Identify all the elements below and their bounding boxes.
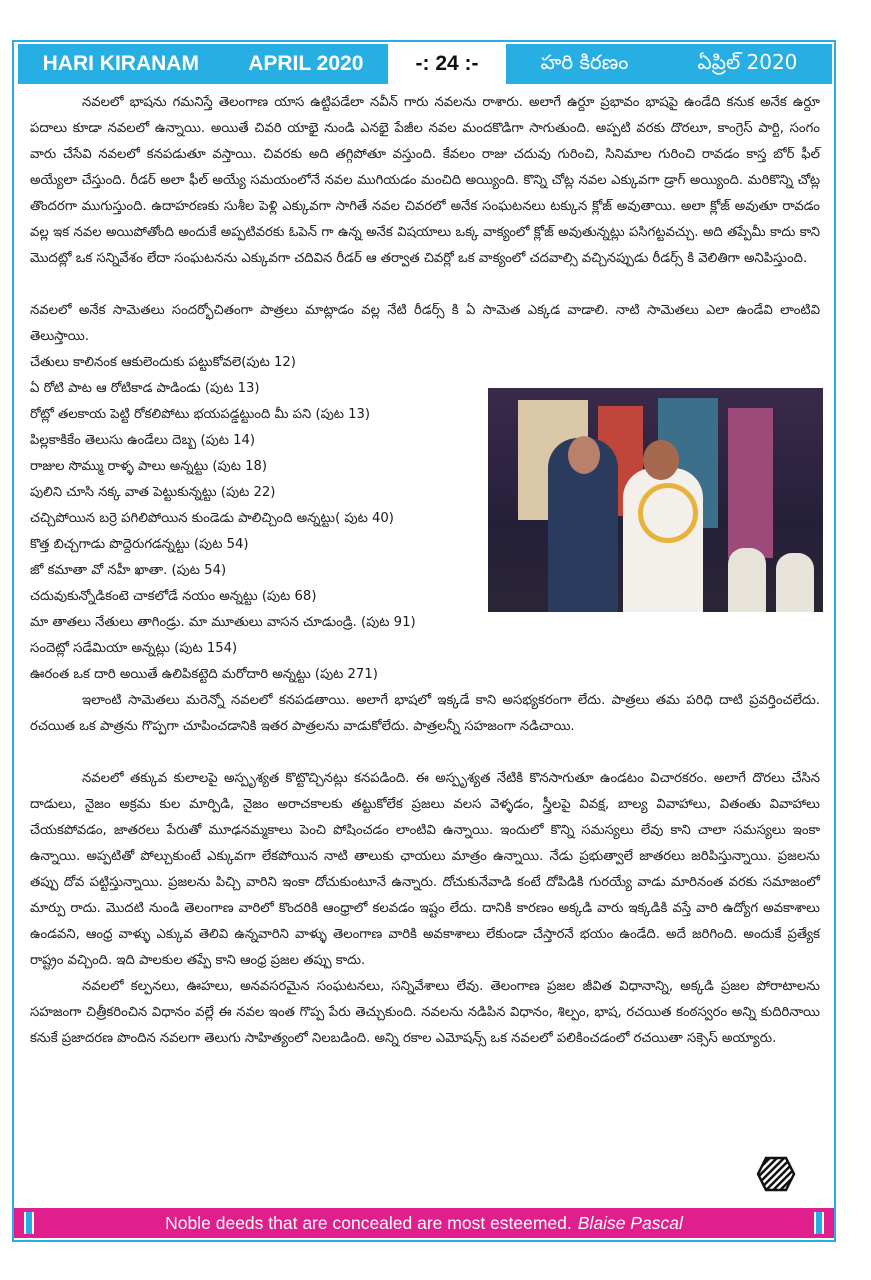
proverb-item: పిల్లకాకికేం తెలుసు ఉండేలు దెబ్బ (పుట 14) (30, 433, 256, 448)
page-header (14, 44, 834, 84)
proverb-item: చదువుకున్నోడికంటె చాకలోడే నయం అన్నట్టు (పుట 68) (30, 589, 317, 604)
proverb-item: చచ్చిపోయిన బర్రె పగిలిపోయిన కుండెడు పాలిచ్చింది అన్నట్టు( పుట 40) (30, 511, 394, 526)
proverb-item: ఏ రోటి పాట ఆ రోటికాడ పాడిండు (పుట 13) (30, 381, 260, 396)
paragraph-conclusion: నవలలో కల్పనలు, ఊహలు, అనవసరమైన సంఘటనలు, సన్నివేశాలు లేవు. తెలంగాణ ప్రజల జీవిత విధానాన్ని, అక్కడి ప్రజల పోరాటాలను సహజంగా చిత్రీకరించిన విధానం వల్లే ఈ నవల ఇంత గొప్ప పేరు తెచ్చుకుంది. నవలను నడిపిన విధానం, శిల్పం, భాష, రచయిత కంఠస్వరం అన్ని కుదిరినాయి కనుకే ప్రజాదరణ పొందిన నవలగా తెలుగు సాహిత్యంలో నిలబడింది. అన్ని రకాల ఎమోషన్స్ ఒక నవలలో పలికించడంలో రచయితా సక్సెస్ అయ్యారు. (30, 979, 820, 1046)
footer-quote-author: Blaise Pascal (577, 1212, 683, 1233)
paragraph-characters: ఇలాంటి సామెతలు మరెన్నో నవలలో కనపడతాయి. అలాగే భాషలో ఇక్కడే కాని అసభ్యకరంగా లేదు. పాత్రలు తమ పరిధి దాటి ప్రవర్తించలేదు. రచయిత ఒక పాత్రను గొప్పగా చూపించడానికి ఇతర పాత్రలను వాడుకోలేదు. పాత్రలన్నీ సహజంగా నడిచాయి. (30, 693, 820, 734)
proverb-item: చేతులు కాలినంక ఆకులెందుకు పట్టుకోవలె(పుట 12) (30, 355, 296, 370)
footer-quote-bar (14, 1208, 834, 1238)
hexagon-end-icon (756, 1156, 796, 1192)
paragraph-proverbs-intro: నవలలో అనేక సామెతలు సందర్భోచితంగా పాత్రలు మాట్లాడం వల్ల నేటి రీడర్స్ కి ఏ సామెత ఎక్కడ వాడాలి. నాటి సామెతలు ఎలా ఉండేవి లాంటివి తెలుస్తాయి. (30, 303, 820, 344)
proverb-item: జో కమాతా వో నహీ ఖాతా. (పుట 54) (30, 563, 227, 578)
paragraph-language: నవలలో భాషను గమనిస్తే తెలంగాణ యాస ఉట్టిపడేలా నవీన్ గారు నవలను రాశారు. అలాగే ఉర్దూ ప్రభావం భాషపై ఉండేది కనుక అనేక ఉర్దూ పదాలు కూడా నవలలో ఉన్నాయి. అయితే చివరి యాభై నుండి ఎనభై పేజీల నవల మందకొడిగా సాగుతుంది. అప్పటి వరకు దొరలూ, కాంగ్రెస్ పార్టి, సంగం వారు చేసేవి నవలలో కనపడుతూ వస్తాయి. చివరకు అది తగ్గిపోతూ వస్తుంది. కేవలం రాజు చదువు గురించి, సినిమాల గురించి రావడం కాస్త బోర్ ఫీల్ అయ్యేలా చేస్తుంది. రీడర్ అలా ఫీల్ అయ్యే సమయంలోనే నవల ముగియడం మంచిది అయ్యింది. కొన్ని చోట్ల నవల ఎక్కువగా డ్రాగ్ అయ్యింది. మరికొన్ని చోట్ల తొందరగా ముగుస్తుంది. ఉదాహరణకు సుశీల పెళ్లి ఎక్కువగా సాగితే నవల చివరలో అనేక సంఘటనలు టక్కున క్లోజ్ అవుతాయి. అలా క్లోజ్ అవుతూ రావడం వల్ల ఇక నవల అయిపోతోంది అందుకే అప్పటివరకు ఓపెన్ గా ఉన్న అనేక విషయాలు ఒక్క వాక్యంలో క్లోజ్ అవుతున్నట్లు పసిగట్టవచ్చు. అది తప్పేమీ కాదు కాని మొదట్లో ఒక సన్నివేశం లేదా సంఘటనను ఎక్కువగా చదివిన రీడర్ ఆ తర్వాత చివర్లో ఒక వాక్యంలో చదవాల్సి వచ్చినప్పుడు రీడర్స్ కి వెలితిగా అనిపిస్తుంది. (30, 95, 820, 266)
award-ceremony-photo (488, 388, 823, 612)
proverb-list (30, 350, 480, 688)
header-telugu-box (506, 44, 832, 84)
proverb-item: రోట్లో తలకాయ పెట్టి రోకలిపోటు భయపడ్డట్టుంది మీ పని (పుట 13) (30, 407, 371, 422)
magazine-name: HARI KIRANAM (42, 52, 199, 75)
proverb-item: ఊరంత ఒక దారి అయితే ఉలిపికట్టెది మరోదారి అన్నట్టు (పుట 271) (30, 667, 378, 682)
proverb-item: సందెట్లో సడేమియా అన్నట్లు (పుట 154) (30, 641, 238, 656)
page-number: -: 24 :- (415, 52, 479, 75)
proverb-item: మా తాతలు నేతులు తాగిండ్రు. మా మూతులు వాసన చూడుండ్రి. (పుట 91) (30, 615, 416, 630)
proverb-item: కొత్త బిచ్చగాడు పొద్దెరుగడన్నట్టు (పుట 54) (30, 537, 249, 552)
issue-date-telugu: ఏప్రిల్ 2020 (697, 49, 798, 74)
paragraph-society: నవలలో తక్కువ కులాలపై అస్పృశ్యత కొట్టొచ్చినట్లు కనపడింది. ఈ అస్పృశ్యత నేటికి కొనసాగుతూ ఉండటం విచారకరం. అలాగే దొరలు చేసిన దాడులు, నైజం అక్రమ కుల మార్పిడి, నైజం అరాచకాలకు తట్టుకోలేక ప్రజలు వలస వెళ్ళడం, స్త్రీలపై వివక్ష, బాల్య వివాహాలు, వితంతు వివాహాలు చేయకపోవడం, జాతరలు పేరుతో మూఢనమ్మకాలు పెంచి పోషించడం లాంటివి ఉన్నాయి. ఇందులో కొన్ని సమస్యలు లేవు కాని చాలా సమస్యలు ఇంకా ఉన్నాయి. అప్పటితో పోల్చుకుంటే ఎక్కువగా లేకపోయిన నాటి తాలుకు ఛాయలు మాత్రం ఉన్నాయి. నేడు ప్రభుత్వాలే జాతరలు జరిపిస్తున్నాయి. ప్రజలను తప్పు దోవ పట్టిస్తున్నాయి. ప్రజలను పిచ్చి వారిని ఇంకా దోచుకుంటూనే ఉన్నారు. దోచుకునేవాడి కంటే దోపిడికి గురయ్యే వాడు మారినంత వరకు సమాజంలో మార్పు రాదు. మొదటి నుండి తెలంగాణ వారిలో కొందరికి ఆంధ్రాలో కలవడం ఇష్టం లేదు. దానికి కారణం అక్కడి వారు ఇక్కడికి వస్తే వారి ఉద్యోగ అవకాశాలు ఉండవని, ఆంధ్ర వాళ్ళు ఎక్కువ తెలివి ఉన్నవారిని వాళ్ళు తెలంగాణ వారికి అవకాశాలు లేకుండా చేస్తారనే భయం ఉండేది. అదే జరిగింది. అందుకే ప్రత్యేక రాష్ట్రం వచ్చింది. ఇది పాలకుల తప్పే కాని ఆంధ్ర ప్రజల తప్పు కాదు. (30, 771, 820, 968)
proverb-item: పులిని చూసి నక్క వాత పెట్టుకున్నట్టు (పుట 22) (30, 485, 276, 500)
header-english-box (18, 44, 388, 84)
issue-date: APRIL 2020 (248, 52, 364, 75)
proverb-item: రాజుల సొమ్ము రాళ్ళ పాలు అన్నట్టు (పుట 18) (30, 459, 267, 474)
footer-right-marker (814, 1212, 824, 1234)
magazine-name-telugu: హరి కిరణం (540, 49, 629, 74)
footer-left-marker (24, 1212, 34, 1234)
footer-quote: Noble deeds that are concealed are most esteemed. (165, 1212, 572, 1233)
